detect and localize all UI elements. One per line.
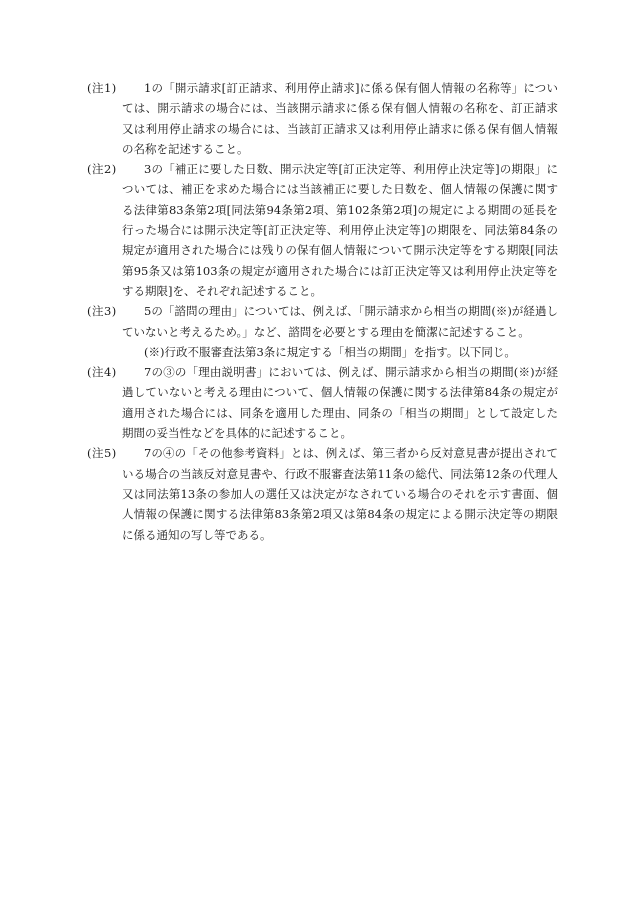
note-3 <box>0 301 630 362</box>
note-label: (注2) <box>87 162 117 177</box>
note-label: (注1) <box>87 81 117 95</box>
note-text: 7の④の「その他参考資料」とは、例えば、第三者から反対意見書が提出されている場合の当該反対意見書や、行政不服審査法第11条の総代、同法第12条の代理人又は同法第13条の参加人の選任又は決定がなされている場合のそれを示す書面、個人情報の保護に関する法律第83条第2項又は第84条の規定による開示決定等の期限に係る通知の写し等である。 <box>122 446 558 542</box>
note-text: 5の「諮問の理由」については、例えば、「開示請求から相当の期間(※)が経過していないと考えるため。」など、諮問を必要とする理由を簡潔に記述すること。 <box>122 304 558 339</box>
note-1 <box>0 78 630 159</box>
note-text: 3の「補正に要した日数、開示決定等[訂正決定等、利用停止決定等]の期限」については、補正を求めた場合には当該補正に要した日数を、個人情報の保護に関する法律第83条第2項[同法第94条第2項、第102条第2項]の規定による期間の延長を行った場合には開示決定等[訂正決定等、利用停止決定等]の期限を、同法第84条の規定が適用された場合には残りの保有個人情報について開示決定等をする期限[同法第95条又は第103条の規定が適用された場合には訂正決定等又は利用停止決定等をする期限]を、それぞれ記述すること。 <box>122 162 558 298</box>
note-text: 7の③の「理由説明書」においては、例えば、開示請求から相当の期間(※)が経過していないと考える理由について、個人情報の保護に関する法律第84条の規定が適用された場合には、同条を適用した理由、同条の「相当の期間」として設定した期間の妥当性などを具体的に記述すること。 <box>122 365 558 441</box>
note-label: (注4) <box>87 365 117 380</box>
note-2 <box>0 159 630 301</box>
note-label: (注5) <box>87 446 117 461</box>
note-5 <box>0 443 630 544</box>
note-4 <box>0 362 630 443</box>
note-text: 1の「開示請求[訂正請求、利用停止請求]に係る保有個人情報の名称等」については、開示請求の場合には、当該開示請求に係る保有個人情報の名称を、訂正請求又は利用停止請求の場合には、当該訂正請求又は利用停止請求に係る保有個人情報の名称を記述すること。 <box>122 81 558 156</box>
notes-list <box>0 78 630 545</box>
note-label: (注3) <box>87 304 117 319</box>
note-sub-text: (※)行政不服審査法第3条に規定する「相当の期間」を指す。以下同じ。 <box>144 344 516 359</box>
